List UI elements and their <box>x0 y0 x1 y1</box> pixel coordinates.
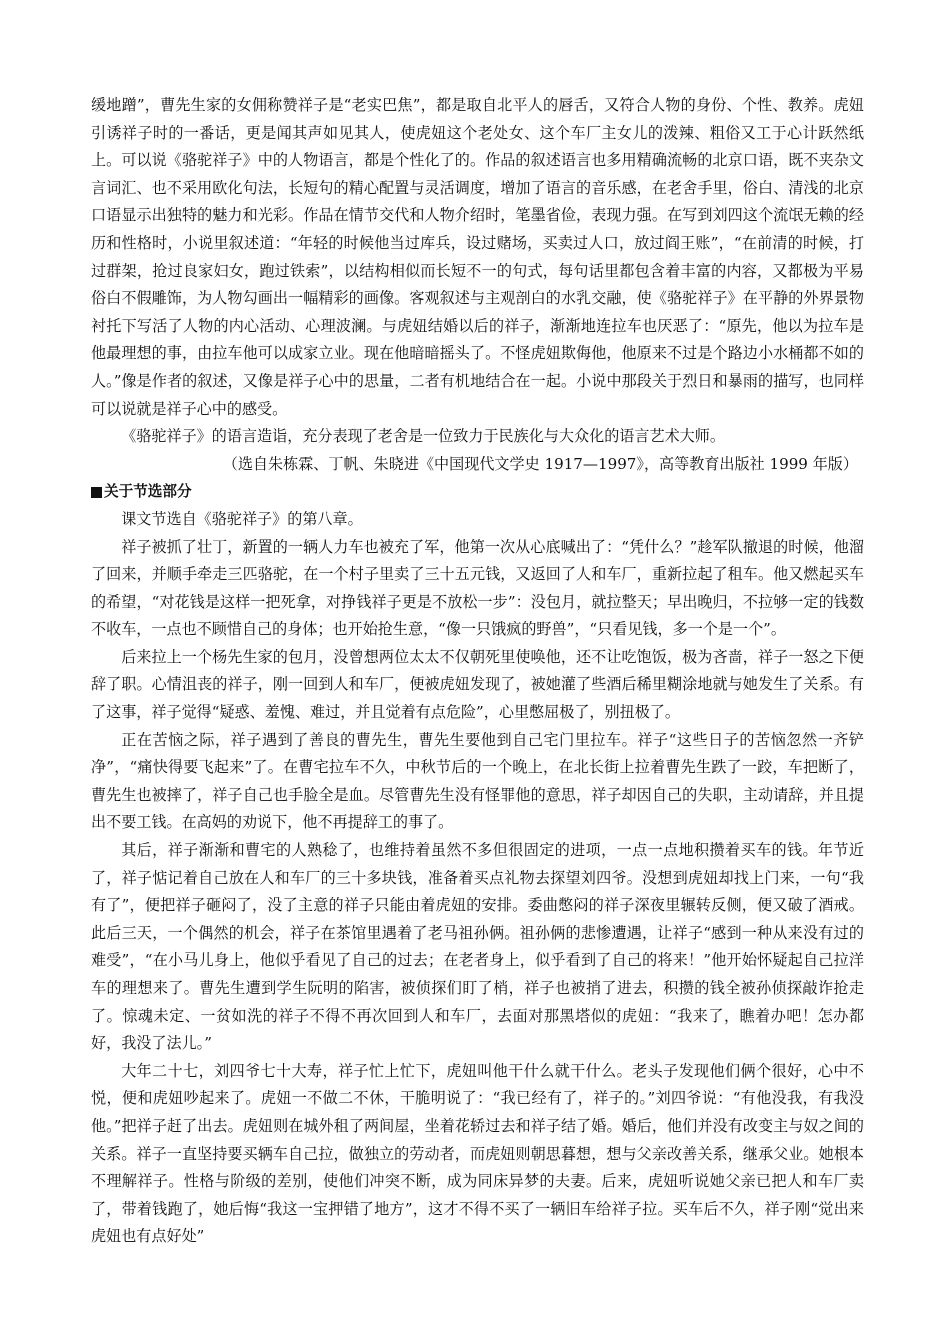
body-paragraph: 课文节选自《骆驼祥子》的第八章。 <box>121 509 363 528</box>
body-paragraph: 大年二十七，刘四爷七十大寿，祥子忙上忙下，虎妞叫他干什么就干什么。老头子发现他们俩个很好，心中不悦，便和虎妞吵起来了。虎妞一不做二不休，干脆明说了：“我已经有了，祥子的。”刘四爷说：“有他没我，有我没他。”把祥子赶了出去。虎妞则在城外租了两间屋，坐着花轿过去和祥子结了婚。婚后，他们并没有改变主与奴之间的关系。祥子一直坚持要买辆车自己拉，做独立的劳动者，而虎妞则朝思暮想，想与父亲改善关系，继承父业。她根本不理解祥子。性格与阶级的差别，使他们冲突不断，成为同床异梦的夫妻。后来，虎妞听说她父亲已把人和车厂卖了，带着钱跑了，她后悔“我这一宝押错了地方”，这才不得不买了一辆旧车给祥子拉。买车后不久，祥子刚“觉出来虎妞也有点好处” <box>91 1061 864 1246</box>
source-citation: （选自朱栋霖、丁帆、朱晓进《中国现代文学史 1917—1997》，高等教育出版社 1999 年版） <box>222 454 858 473</box>
body-paragraph: 后来拉上一个杨先生家的包月，没曾想两位太太不仅朝死里使唤他，还不让吃饱饭，极为吝啬，祥子一怒之下便辞了职。心情沮丧的祥子，刚一回到人和车厂，便被虎妞发现了，被她灌了些酒后稀里糊涂地就与她发生了关系。有了这事，祥子觉得“疑惑、羞愧、难过，并且觉着有点危险”，心里憋屈极了，别扭极了。 <box>91 647 864 722</box>
section-heading <box>91 478 864 506</box>
body-paragraph: 其后，祥子渐渐和曹宅的人熟稔了，也维持着虽然不多但很固定的进项，一点一点地积攒着买车的钱。年节近了，祥子惦记着自己放在人和车厂的三十多块钱，准备着买点礼物去探望刘四爷。没想到虎妞却找上门来，一句“我有了”，便把祥子砸闷了，没了主意的祥子只能由着虎妞的安排。委曲憋闷的祥子深夜里辗转反侧，便又破了酒戒。此后三天，一个偶然的机会，祥子在茶馆里遇着了老马祖孙俩。祖孙俩的悲惨遭遇，让祥子“感到一种从来没有过的难受”，“在小马儿身上，他似乎看见了自己的过去；在老者身上，似乎看到了自己的将来！”他开始怀疑起自己拉洋车的理想来了。曹先生遭到学生阮明的陷害，被侦探们盯了梢，祥子也被捎了进去，积攒的钱全被孙侦探敲诈抢走了。惊魂未定、一贫如洗的祥子不得不再次回到人和车厂，去面对那黑塔似的虎妞：“我来了，瞧着办吧！怎办都好，我没了法儿。” <box>91 841 864 1053</box>
document-page <box>91 92 864 1251</box>
body-paragraph: 祥子被抓了壮丁，新置的一辆人力车也被充了军，他第一次从心底喊出了：“凭什么？”趁军队撤退的时候，他溜了回来，并顺手牵走三匹骆驼，在一个村子里卖了三十五元钱，又返回了人和车厂，重新拉起了租车。他又燃起买车的希望，“对花钱是这样一把死拿，对挣钱祥子更是不放松一步”：没包月，就拉整天；早出晚归，不拉够一定的钱数不收车，一点也不顾惜自己的身体；也开始抢生意，“像一只饿疯的野兽”，“只看见钱，多一个是一个”。 <box>91 537 864 639</box>
body-paragraph: 《骆驼祥子》的语言造诣，充分表现了老舍是一位致力于民族化与大众化的语言艺术大师。 <box>121 427 725 446</box>
section-heading-label: 关于节选部分 <box>104 483 192 501</box>
body-paragraph: 缓地蹭”，曹先生家的女佣称赞祥子是“老实巴焦”，都是取自北平人的唇舌，又符合人物的身份、个性、教养。虎妞引诱祥子时的一番话，更是闻其声如见其人，使虎妞这个老处女、这个车厂主女儿的泼辣、粗俗又工于心计跃然纸上。可以说《骆驼祥子》中的人物语言，都是个性化了的。作品的叙述语言也多用精确流畅的北京口语，既不夹杂文言词汇、也不采用欧化句法，长短句的精心配置与灵活调度，增加了语言的音乐感，在老舍手里，俗白、清浅的北京口语显示出独特的魅力和光彩。作品在情节交代和人物介绍时，笔墨省俭，表现力强。在写到刘四这个流氓无赖的经历和性格时，小说里叙述道：“年轻的时候他当过库兵，设过赌场，买卖过人口，放过阎王账”，“在前清的时候，打过群架，抢过良家妇女，跑过铁索”，以结构相似而长短不一的句式，每句话里都包含着丰富的内容，又都极为平易俗白不假雕饰，为人物勾画出一幅精彩的画像。客观叙述与主观剖白的水乳交融，使《骆驼祥子》在平静的外界景物衬托下写活了人物的内心活动、心理波澜。与虎妞结婚以后的祥子，渐渐地连拉车也厌恶了：“原先，他以为拉车是他最理想的事，由拉车他可以成家立业。现在他暗暗摇头了。不怪虎妞欺侮他，他原来不过是个路边小水桶都不如的人。”像是作者的叙述，又像是祥子心中的思量，二者有机地结合在一起。小说中那段关于烈日和暴雨的描写，也同样可以说就是祥子心中的感受。 <box>91 96 864 418</box>
black-square-icon <box>91 487 102 498</box>
body-paragraph: 正在苦恼之际，祥子遇到了善良的曹先生，曹先生要他到自己宅门里拉车。祥子“这些日子的苦恼忽然一齐铲净”，“痛快得要飞起来”了。在曹宅拉车不久，中秋节后的一个晚上，在北长街上拉着曹先生跌了一跤，车把断了，曹先生也被摔了，祥子自己也手脸全是血。尽管曹先生没有怪罪他的意思，祥子却因自己的失职，主动请辞，并且提出不要工钱。在高妈的劝说下，他不再提辞工的事了。 <box>91 730 864 832</box>
